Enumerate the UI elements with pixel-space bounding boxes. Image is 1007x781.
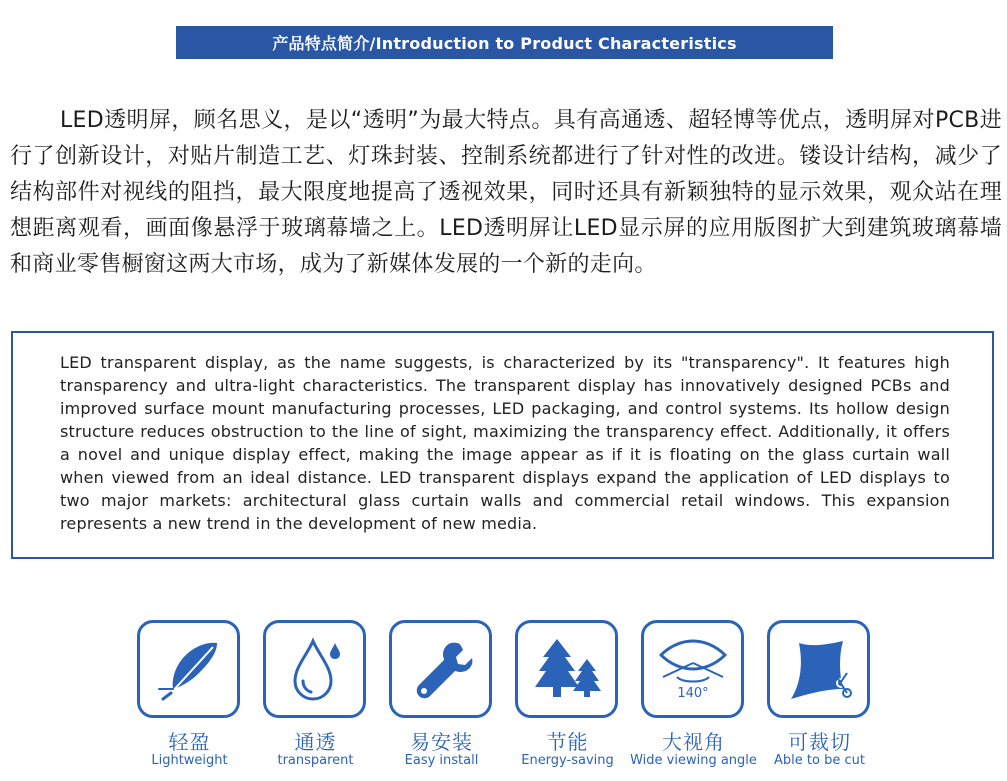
feature-label-en: transparent <box>277 753 354 768</box>
feature-energy-saving <box>515 620 620 775</box>
chinese-description: LED透明屏，顾名思义，是以“透明”为最大特点。具有高通透、超轻博等优点，透明屏对PCB进行了创新设计，对贴片制造工艺、灯珠封装、控制系统都进行了针对性的改进。镂设计结构，减少了结构部件对视线的阻挡，最大限度地提高了透视效果，同时还具有新颖独特的显示效果，观众站在理想距离观看，画面像悬浮于玻璃幕墙之上。LED透明屏让LED显示屏的应用版图扩大到建筑玻璃幕墙和商业零售橱窗这两大市场，成为了新媒体发展的一个新的走向。 <box>10 108 1002 277</box>
english-description: LED transparent display, as the name suggests, is characterized by its "transparency". It features high transparency and ultra-light characteristics. The transparent display has innovatively designed PCBs and improved surface mount manufacturing processes, LED packaging, and control systems. Its hollow design structure reduces obstruction to the line of sight, maximizing the transparency effect. Additionally, it offers a novel and unique display effect, making the image appear as if it is floating on the glass curtain wall when viewed from an ideal distance. LED transparent displays expand the application of LED displays to two major markets: architectural glass curtain walls and commercial retail windows. This expansion represents a new trend in the development of new media. <box>60 353 950 533</box>
feature-icons-row <box>137 620 877 775</box>
feature-tile <box>515 620 618 718</box>
feature-tile <box>767 620 870 718</box>
wrench-icon <box>403 633 479 705</box>
feature-tile <box>641 620 744 718</box>
feature-label-en: Wide viewing angle <box>630 753 757 768</box>
feather-icon <box>151 633 227 705</box>
section-title-banner <box>176 26 833 59</box>
feature-tile <box>389 620 492 718</box>
feature-wide-viewing-angle <box>630 620 757 775</box>
feature-tile <box>137 620 240 718</box>
feature-label-en: Easy install <box>404 753 479 768</box>
angle-label: 140° <box>676 686 709 701</box>
feature-label-cn: 可裁切 <box>788 730 851 754</box>
feature-label-cn: 节能 <box>546 730 589 754</box>
water-drop-icon <box>277 633 353 705</box>
trees-icon <box>529 633 605 705</box>
feature-able-to-be-cut <box>767 620 872 775</box>
feature-label-en: Lightweight <box>151 753 228 768</box>
feature-label-en: Energy-saving <box>521 753 614 768</box>
feature-label-cn: 易安装 <box>410 730 473 754</box>
eye-angle-icon <box>655 633 731 705</box>
feature-easy-install <box>389 620 494 775</box>
english-description-box <box>11 331 994 559</box>
feature-transparent <box>263 620 368 775</box>
feature-label-cn: 大视角 <box>662 730 725 754</box>
feature-tile <box>263 620 366 718</box>
feature-lightweight <box>137 620 242 775</box>
feature-label-cn: 通透 <box>294 730 337 754</box>
scissors-cut-icon <box>781 633 857 705</box>
feature-label-en: Able to be cut <box>774 753 865 768</box>
feature-label-cn: 轻盈 <box>168 730 211 754</box>
section-title: 产品特点简介/Introduction to Product Characteristics <box>272 34 737 53</box>
